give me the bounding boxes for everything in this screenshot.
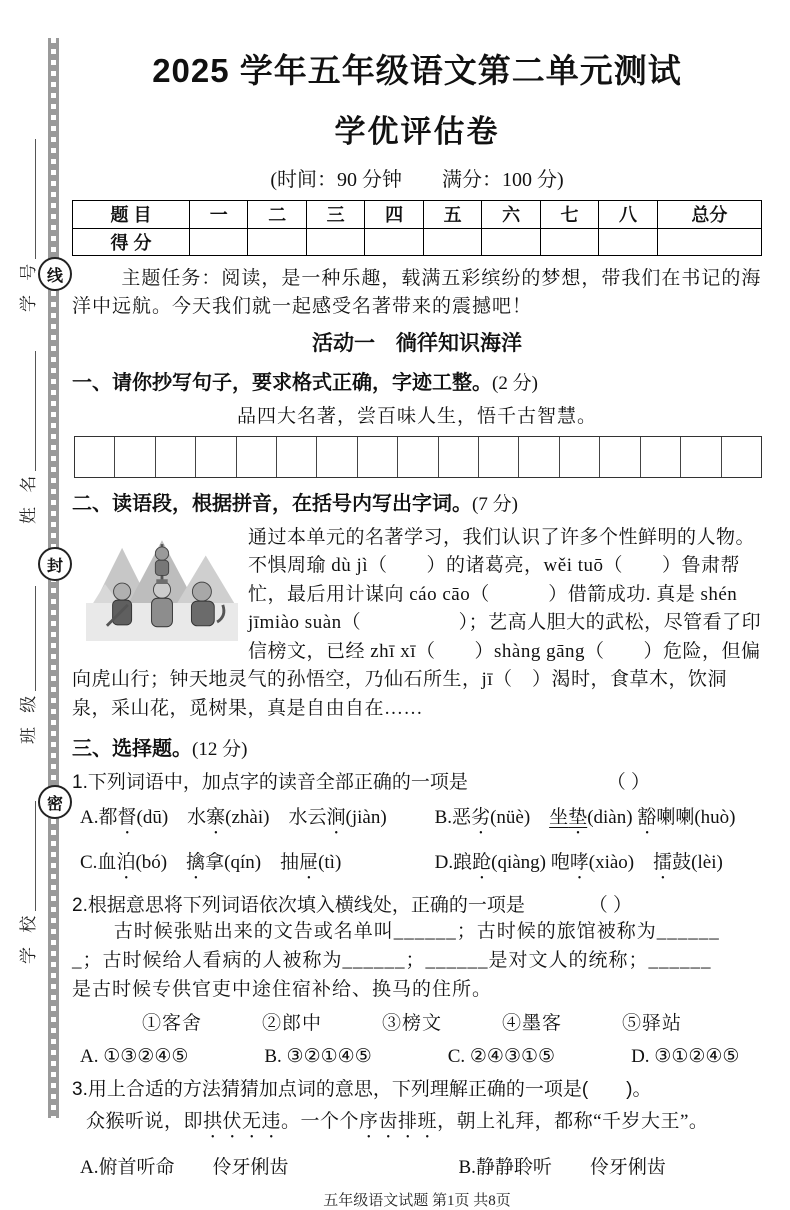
text-segment: 擂 [653, 852, 673, 874]
text-segment: D.踉 [434, 852, 473, 874]
page-footer: 五年级语文试题 第1页 共8页 [323, 1193, 511, 1210]
writing-grid-cell [680, 437, 720, 477]
pinyin-passage-text: 通过本单元的名著学习，我们认识了许多个性鲜明的人物。不惧周瑜 dù jì（ ）的诸葛亮，wěi tuō（ ）鲁肃帮忙，最后用计谋向 cáo cāo（ ）借箭成功. 真是 shén jīmiào suàn（ ）；艺高人胆大的武松，尽管看了印信榜文，已经 zhī xī（ ）shàng gāng（ ）危险，但偏向虎山行；钟天地灵气的孙悟空，乃仙石所生，jī（ ）渴时，食草木，饮洞泉，采山花，觅树果，真是自由自在…… [72, 526, 762, 719]
activity-heading: 活动一 徜徉知识海洋 [312, 331, 522, 355]
student-number-blank [35, 139, 36, 259]
writing-grid-cell [316, 437, 356, 477]
text-segment: 泊 [116, 852, 136, 874]
sub3-option-b: B.静静聆听 伶牙俐齿 [458, 1157, 666, 1179]
school-blank [35, 801, 36, 911]
score-cell [306, 228, 364, 255]
sub1-options-row2 [72, 847, 762, 884]
writing-grid-cell [721, 437, 761, 477]
question1-heading-text: 一、请你抄写句子，要求格式正确，字迹工整。 [72, 371, 492, 394]
writing-grid-cell [518, 437, 558, 477]
text-segment: (nüè) [490, 807, 550, 829]
question2-score: (7 分) [472, 493, 518, 515]
question3-heading [72, 732, 762, 761]
sub1-option-d [435, 847, 762, 884]
text-segment: 拱伏无违 [203, 1111, 282, 1133]
text-segment: 屉 [299, 852, 319, 874]
score-table [72, 200, 762, 256]
question3-sub3-stem [72, 1074, 762, 1101]
sub2-fill-line-3: 是古时候专供官吏中途住宿补给、换马的住所。 [72, 979, 493, 1001]
question2-heading [72, 487, 762, 516]
score-cell [365, 228, 423, 255]
writing-grid-cell [114, 437, 154, 477]
sub2-answer-paren: （ ） [588, 895, 632, 917]
text-segment: 劣 [471, 807, 491, 829]
sub2-stem-text: 2.根据意思将下列词语依次填入横线处，正确的一项是 [72, 895, 525, 917]
text-segment: 垫 [568, 807, 588, 829]
sub2-fill-line-1: 古时候张贴出来的文告或名单叫______；古时候的旅馆被称为______ [113, 921, 720, 943]
score-table-header-cell: 总分 [657, 200, 761, 228]
seal-char-feng [38, 547, 72, 581]
sub1-option-c [80, 847, 435, 884]
text-segment: 喇喇(huò) [656, 807, 736, 829]
sub1-options-row1 [72, 802, 762, 839]
score-cell [540, 228, 598, 255]
theme-task-intro: 主题任务：阅读，是一种乐趣，载满五彩缤纷的梦想，带我们在书记的海洋中远航。今天我们就一起感受名著带来的震撼吧！ [72, 267, 762, 317]
text-segment: 。一个个 [281, 1111, 360, 1133]
name-label: 姓 名 [19, 470, 38, 524]
text-segment: 鼓(lèi) [672, 852, 723, 874]
text-segment: 序齿排班 [359, 1111, 438, 1133]
writing-grid-cell [195, 437, 235, 477]
copy-sentence: 品四大名著，尝百味人生，悟千古智慧。 [236, 405, 597, 427]
score-table-header-row [73, 200, 762, 228]
question3-sub1-stem [72, 767, 762, 794]
score-row-label: 得 分 [73, 228, 190, 255]
score-table-header-cell: 八 [599, 200, 657, 228]
text-segment: 豁 [637, 807, 657, 829]
score-table-header-cell: 五 [423, 200, 481, 228]
writing-grid-cell [397, 437, 437, 477]
class-field [14, 586, 39, 744]
name-field [14, 351, 39, 524]
text-segment: 跄 [472, 852, 492, 874]
question3-sub2-stem [72, 890, 762, 917]
question1-score: (2 分) [492, 372, 538, 394]
sub2-fill-line-2: _；古时候给人看病的人被称为______；______是对文人的统称；______ [72, 950, 712, 972]
score-cell [423, 228, 481, 255]
score-cell [189, 228, 247, 255]
seal-char-label: 密 [46, 795, 63, 813]
text-segment: 督 [117, 807, 137, 829]
writing-grid-cell [599, 437, 639, 477]
seal-char-mi [38, 785, 72, 819]
journey-to-the-west-illustration [86, 526, 238, 642]
score-table-header-cell: 题 目 [73, 200, 190, 228]
text-segment: (bó) [135, 852, 187, 874]
exam-content [72, 0, 762, 1210]
sub1-stem-text: 1.下列词语中，加点字的读音全部正确的一项是 [72, 772, 468, 794]
score-table-header-cell: 三 [306, 200, 364, 228]
sub3-options-row [72, 1152, 762, 1179]
text-segment: ，朝上礼拜，都称“千岁大王”。 [437, 1111, 709, 1133]
seal-char-xian [38, 257, 72, 291]
school-label: 学 校 [19, 910, 38, 964]
score-table-header-cell: 七 [540, 200, 598, 228]
writing-grid-cell [559, 437, 599, 477]
student-number-label: 学 号 [19, 258, 38, 312]
text-segment: 涧 [326, 807, 346, 829]
text-segment: (xiào) [588, 852, 654, 874]
sub1-answer-paren: （ ） [606, 772, 650, 794]
sub2-word-choices: ①客舍 ②郎中 ③榜文 ④墨客 ⑤驿站 [142, 1013, 683, 1035]
student-number-field [14, 139, 39, 312]
text-segment: (qiàng) 咆 [491, 852, 570, 874]
score-table-score-row [73, 228, 762, 255]
sub1-option-b [435, 802, 762, 839]
exam-subtitle: 学优评估卷 [334, 113, 500, 149]
score-cell [657, 228, 761, 255]
exam-title: 2025 学年五年级语文第二单元测试 [152, 52, 682, 89]
seal-char-label: 线 [46, 267, 63, 285]
writing-grid [74, 436, 762, 478]
score-table-header-cell: 四 [365, 200, 423, 228]
text-segment: 众猴听说，即 [86, 1111, 204, 1133]
text-segment: (tì) [318, 852, 342, 874]
writing-grid-cell [478, 437, 518, 477]
writing-grid-cell [155, 437, 195, 477]
score-table-header-cell: 六 [482, 200, 540, 228]
text-segment: 坐 [549, 807, 569, 829]
text-segment: (diàn) [587, 807, 638, 829]
seal-char-label: 封 [46, 557, 63, 575]
question1-heading [72, 366, 762, 395]
name-blank [35, 351, 36, 471]
score-table-header-cell: 二 [248, 200, 306, 228]
sub3-quote [72, 1106, 762, 1143]
score-table-header-cell: 一 [189, 200, 247, 228]
writing-grid-cell [357, 437, 397, 477]
class-label: 班 级 [19, 690, 38, 744]
school-field [14, 801, 39, 964]
question3-heading-text: 三、选择题。 [72, 738, 192, 761]
score-cell [599, 228, 657, 255]
text-segment: 哮 [569, 852, 589, 874]
question2-heading-text: 二、读语段，根据拼音，在括号内写出字词。 [72, 492, 472, 515]
text-segment: 拿(qín) 抽 [205, 852, 300, 874]
score-cell [482, 228, 540, 255]
text-segment: C.血 [80, 852, 117, 874]
writing-grid-cell [236, 437, 276, 477]
writing-grid-cell [276, 437, 316, 477]
score-cell [248, 228, 306, 255]
text-segment: 擒 [186, 852, 206, 874]
writing-grid-cell [640, 437, 680, 477]
writing-grid-cell [438, 437, 478, 477]
text-segment: B.恶 [434, 807, 472, 829]
class-blank [35, 586, 36, 691]
question3-score: (12 分) [192, 739, 248, 761]
pinyin-passage [72, 524, 762, 724]
text-segment: (jiàn) [345, 807, 387, 829]
sub1-option-a [80, 802, 435, 839]
sub3-stem-text: 3.用上合适的方法猜猜加点词的意思，下列理解正确的一项是( )。 [72, 1079, 652, 1101]
text-segment: (dū) 水 [136, 807, 207, 829]
text-segment: 寨 [206, 807, 226, 829]
time-score-meta: (时间：90 分钟 满分：100 分) [270, 168, 564, 191]
text-segment: (zhài) 水云 [225, 807, 327, 829]
sub2-options: A. ①③②④⑤ B. ③②①④⑤ C. ②④③①⑤ D. ③①②④⑤ [80, 1046, 740, 1068]
writing-grid-cell [75, 437, 114, 477]
text-segment: A.都 [80, 807, 118, 829]
sub3-option-a: A.俯首听命 伶牙俐齿 [80, 1157, 289, 1179]
